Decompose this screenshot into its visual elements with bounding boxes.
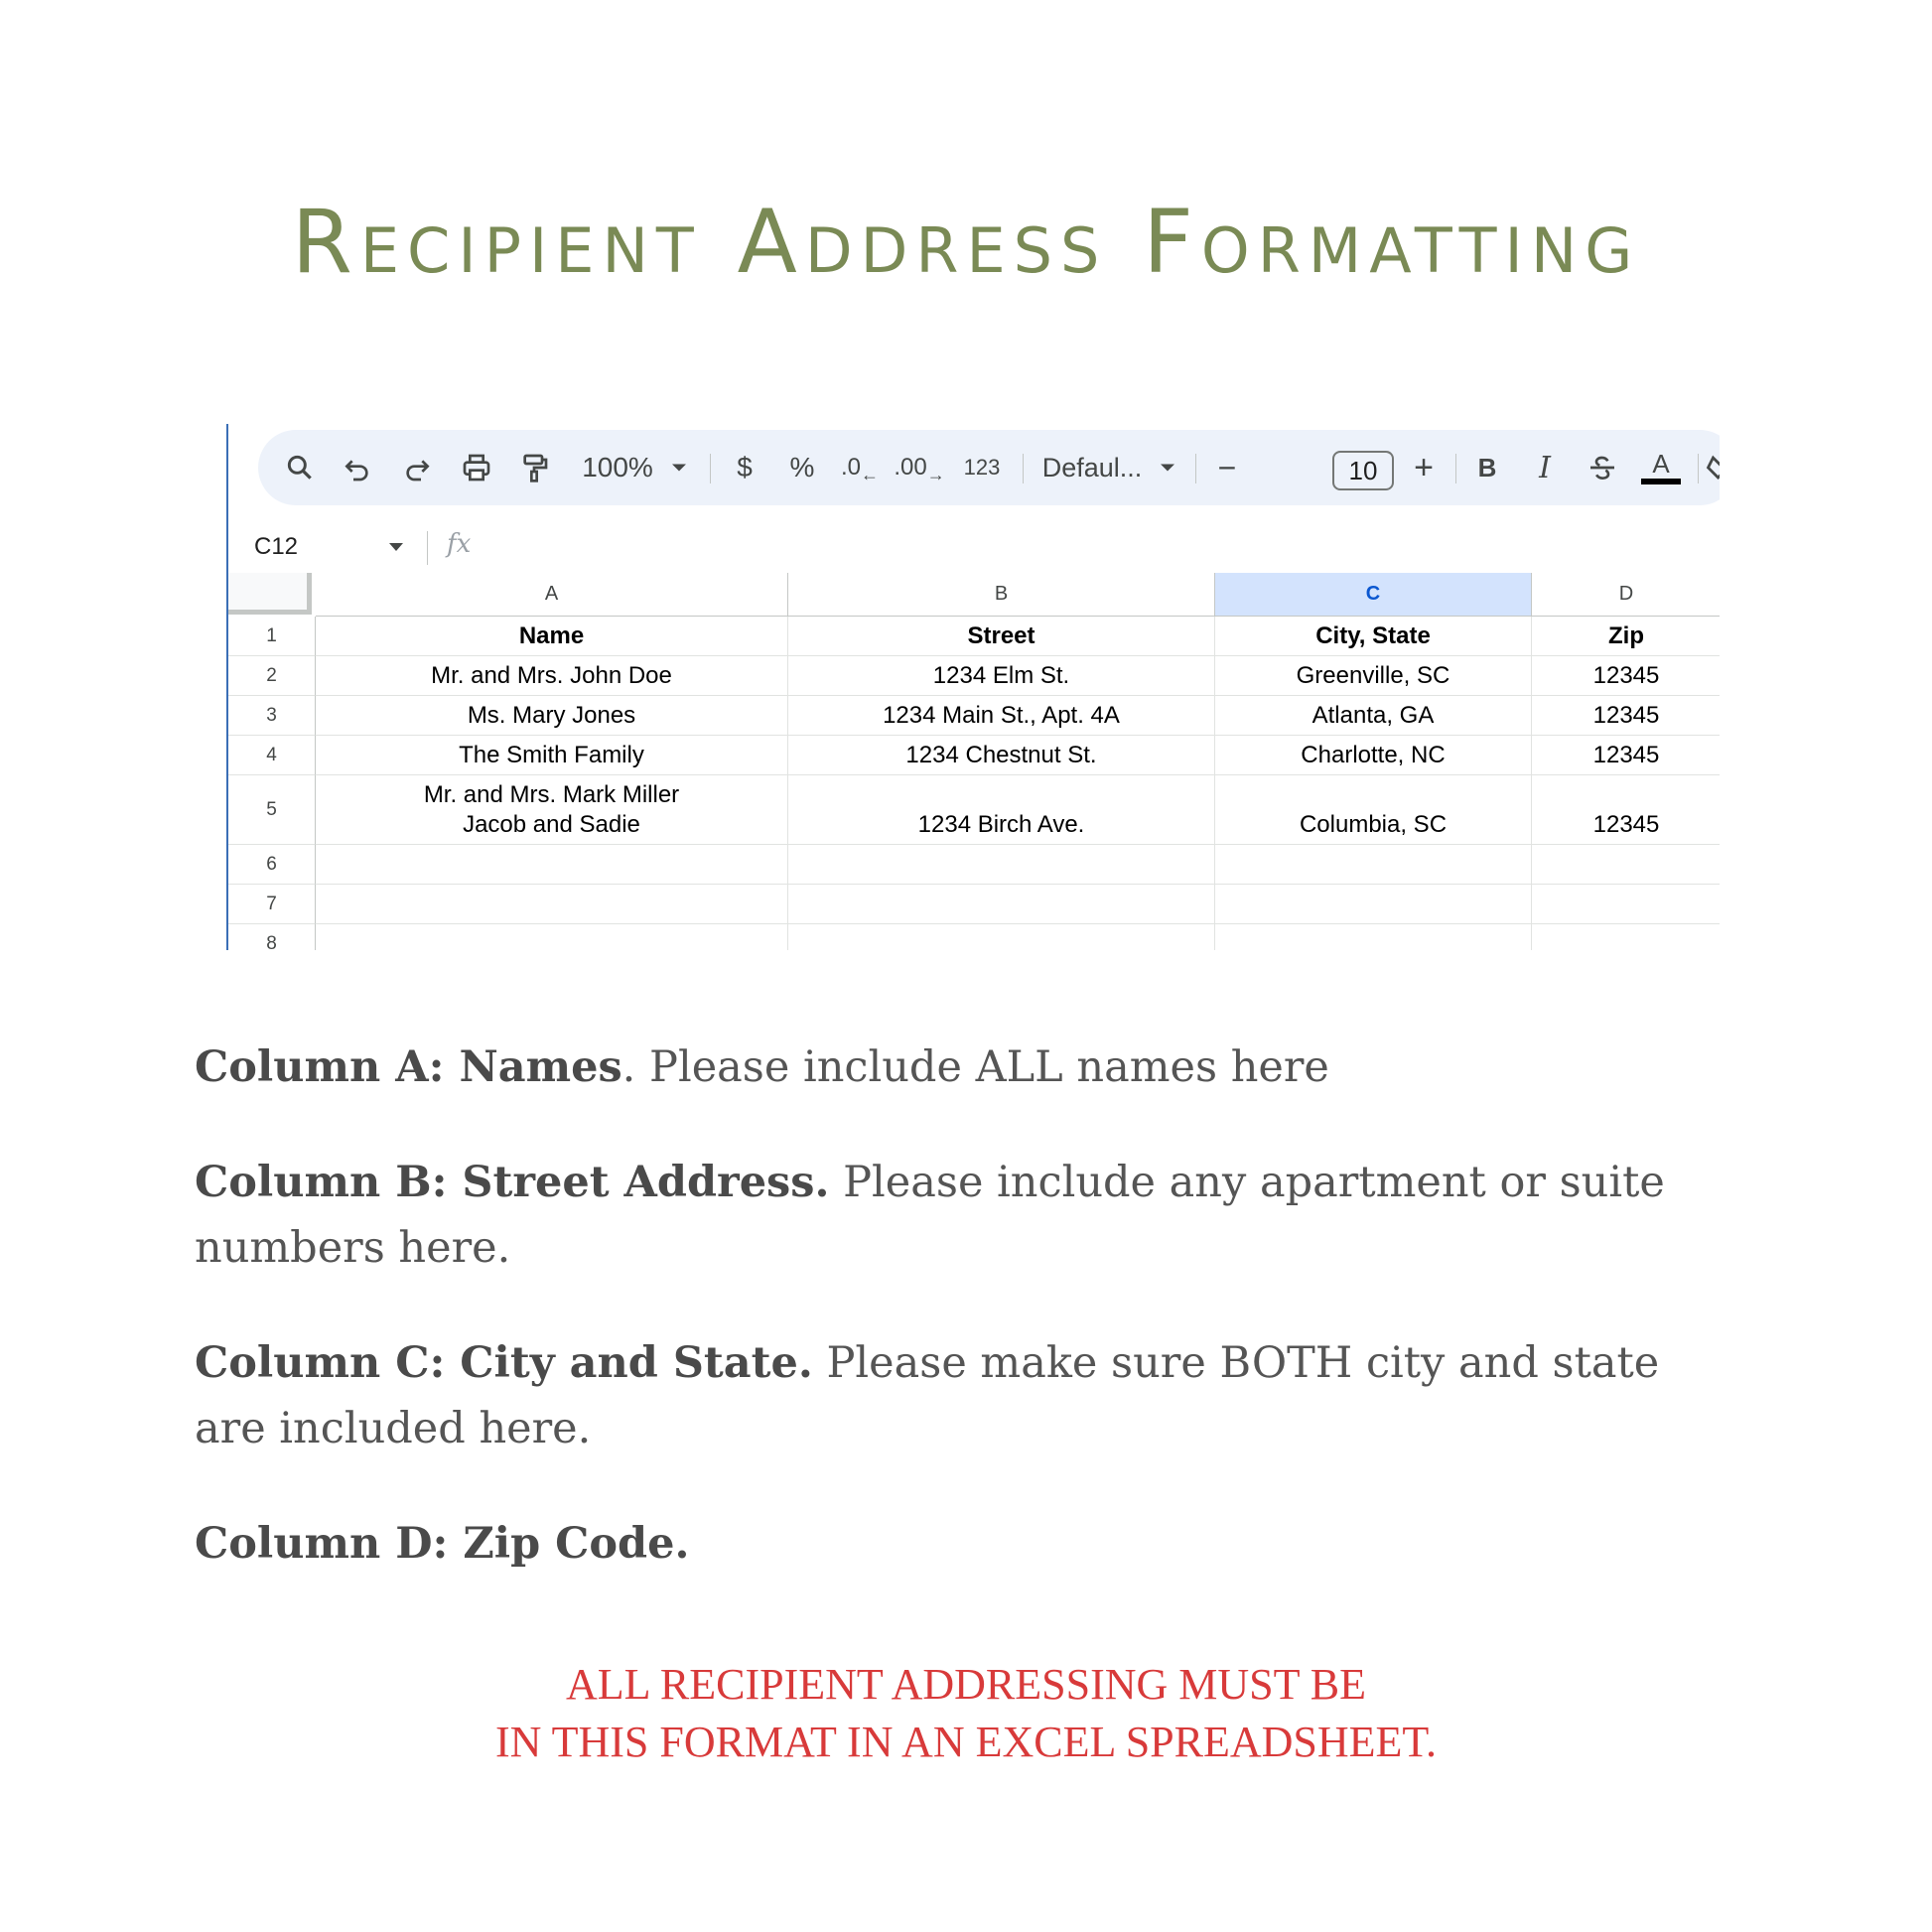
table-cell[interactable] [316, 845, 788, 885]
increase-font-size-button[interactable]: + [1414, 448, 1434, 486]
select-all-corner[interactable] [228, 573, 312, 615]
table-cell[interactable]: 12345 [1532, 696, 1720, 736]
formula-bar [228, 523, 1720, 573]
toolbar-divider [1455, 454, 1456, 483]
table-cell[interactable] [316, 885, 788, 924]
table-cell[interactable]: Mr. and Mrs. John Doe [316, 656, 788, 696]
format-notice [0, 1656, 1932, 1771]
percent-button[interactable]: % [789, 452, 815, 483]
toolbar-divider [1023, 454, 1024, 483]
chevron-down-icon[interactable] [1154, 430, 1181, 505]
italic-button[interactable]: I [1539, 450, 1551, 485]
table-cell[interactable]: Charlotte, NC [1215, 736, 1532, 775]
search-icon[interactable] [278, 430, 322, 505]
instruction-label: Column C: City and State. [195, 1338, 813, 1388]
table-cell[interactable] [788, 885, 1215, 924]
decrease-decimal-label: .0 [840, 454, 861, 481]
toolbar-divider [1195, 454, 1196, 483]
row-header[interactable]: 1 [228, 617, 316, 656]
name-box[interactable]: C12 [254, 533, 299, 560]
instruction-label: Column A: Names [195, 1042, 622, 1092]
redo-icon[interactable] [395, 430, 439, 505]
increase-decimal-label: .00 [894, 454, 927, 481]
instruction-label: Column D: Zip Code. [195, 1519, 690, 1569]
table-cell[interactable] [788, 924, 1215, 950]
spreadsheet-screenshot [226, 424, 1720, 950]
row-header[interactable]: 6 [228, 845, 316, 885]
column-header-b[interactable]: B [788, 573, 1215, 617]
table-cell[interactable]: 12345 [1532, 656, 1720, 696]
decrease-font-size-button[interactable]: − [1217, 449, 1237, 485]
currency-button[interactable]: $ [737, 452, 753, 483]
table-cell[interactable] [1532, 885, 1720, 924]
row-header[interactable]: 5 [228, 775, 316, 845]
print-icon[interactable] [455, 430, 498, 505]
table-cell[interactable]: Columbia, SC [1215, 775, 1532, 845]
text-color-label: A [1652, 449, 1670, 479]
table-cell[interactable]: The Smith Family [316, 736, 788, 775]
table-cell[interactable]: 1234 Chestnut St. [788, 736, 1215, 775]
instruction-column-d [195, 1511, 1743, 1577]
instruction-column-c [195, 1330, 1743, 1461]
chevron-down-icon[interactable] [389, 543, 403, 551]
table-cell[interactable]: Atlanta, GA [1215, 696, 1532, 736]
text-color-button[interactable] [1638, 430, 1684, 505]
instruction-text: Please make sure BOTH city and state are included here. [195, 1338, 1660, 1453]
bold-button[interactable]: B [1477, 452, 1497, 483]
row-header[interactable]: 3 [228, 696, 316, 736]
instruction-text: Please include any apartment or suite numbers here. [195, 1158, 1665, 1273]
toolbar-divider [710, 454, 711, 483]
increase-decimal-button[interactable]: .00 → [894, 454, 945, 484]
table-cell[interactable]: 12345 [1532, 736, 1720, 775]
row-header[interactable]: 4 [228, 736, 316, 775]
formula-divider [427, 531, 428, 565]
table-cell[interactable] [316, 924, 788, 950]
table-cell[interactable]: Mr. and Mrs. Mark Miller Jacob and Sadie [316, 775, 788, 845]
fx-icon: fx [447, 529, 472, 559]
row-header[interactable]: 2 [228, 656, 316, 696]
font-size-input[interactable]: 10 [1332, 451, 1394, 490]
table-cell[interactable]: 12345 [1532, 775, 1720, 845]
number-format-button[interactable]: 123 [963, 455, 1001, 480]
table-cell[interactable]: Name [316, 617, 788, 656]
instruction-label: Column B: Street Address. [195, 1158, 830, 1207]
zoom-select[interactable]: 100% [582, 452, 653, 483]
column-header-c[interactable]: C [1215, 573, 1532, 617]
fill-color-icon[interactable] [1706, 430, 1720, 505]
table-cell[interactable]: 1234 Elm St. [788, 656, 1215, 696]
table-cell[interactable]: Greenville, SC [1215, 656, 1532, 696]
table-cell[interactable]: 1234 Birch Ave. [788, 775, 1215, 845]
toolbar [258, 430, 1720, 505]
table-cell[interactable]: City, State [1215, 617, 1532, 656]
row-header[interactable]: 8 [228, 924, 316, 950]
chevron-down-icon[interactable] [665, 430, 693, 505]
table-cell[interactable]: Zip [1532, 617, 1720, 656]
column-header-d[interactable]: D [1532, 573, 1720, 617]
column-header-a[interactable]: A [316, 573, 788, 617]
table-cell[interactable] [788, 845, 1215, 885]
strikethrough-icon[interactable] [1583, 430, 1622, 505]
instruction-text: . Please include ALL names here [621, 1042, 1329, 1092]
undo-icon[interactable] [336, 430, 379, 505]
table-cell[interactable] [1532, 924, 1720, 950]
table-cell[interactable]: Street [788, 617, 1215, 656]
table-cell[interactable]: 1234 Main St., Apt. 4A [788, 696, 1215, 736]
page-title: Recipient Address Formatting [291, 191, 1641, 293]
notice-line-2: IN THIS FORMAT IN AN EXCEL SPREADSHEET. [494, 1718, 1438, 1766]
instruction-column-b [195, 1150, 1743, 1281]
notice-line-1: ALL RECIPIENT ADDRESSING MUST BE [566, 1660, 1366, 1709]
table-cell[interactable]: Ms. Mary Jones [316, 696, 788, 736]
row-header[interactable]: 7 [228, 885, 316, 924]
table-cell[interactable] [1215, 924, 1532, 950]
table-cell[interactable] [1532, 845, 1720, 885]
toolbar-divider [1698, 454, 1699, 483]
table-cell[interactable] [1215, 885, 1532, 924]
font-select[interactable]: Defaul... [1041, 452, 1143, 483]
decrease-decimal-button[interactable]: .0 ← [840, 454, 879, 484]
table-cell[interactable] [1215, 845, 1532, 885]
text-color-swatch [1641, 479, 1681, 484]
instruction-column-a [195, 1035, 1743, 1100]
paint-format-icon[interactable] [512, 430, 556, 505]
